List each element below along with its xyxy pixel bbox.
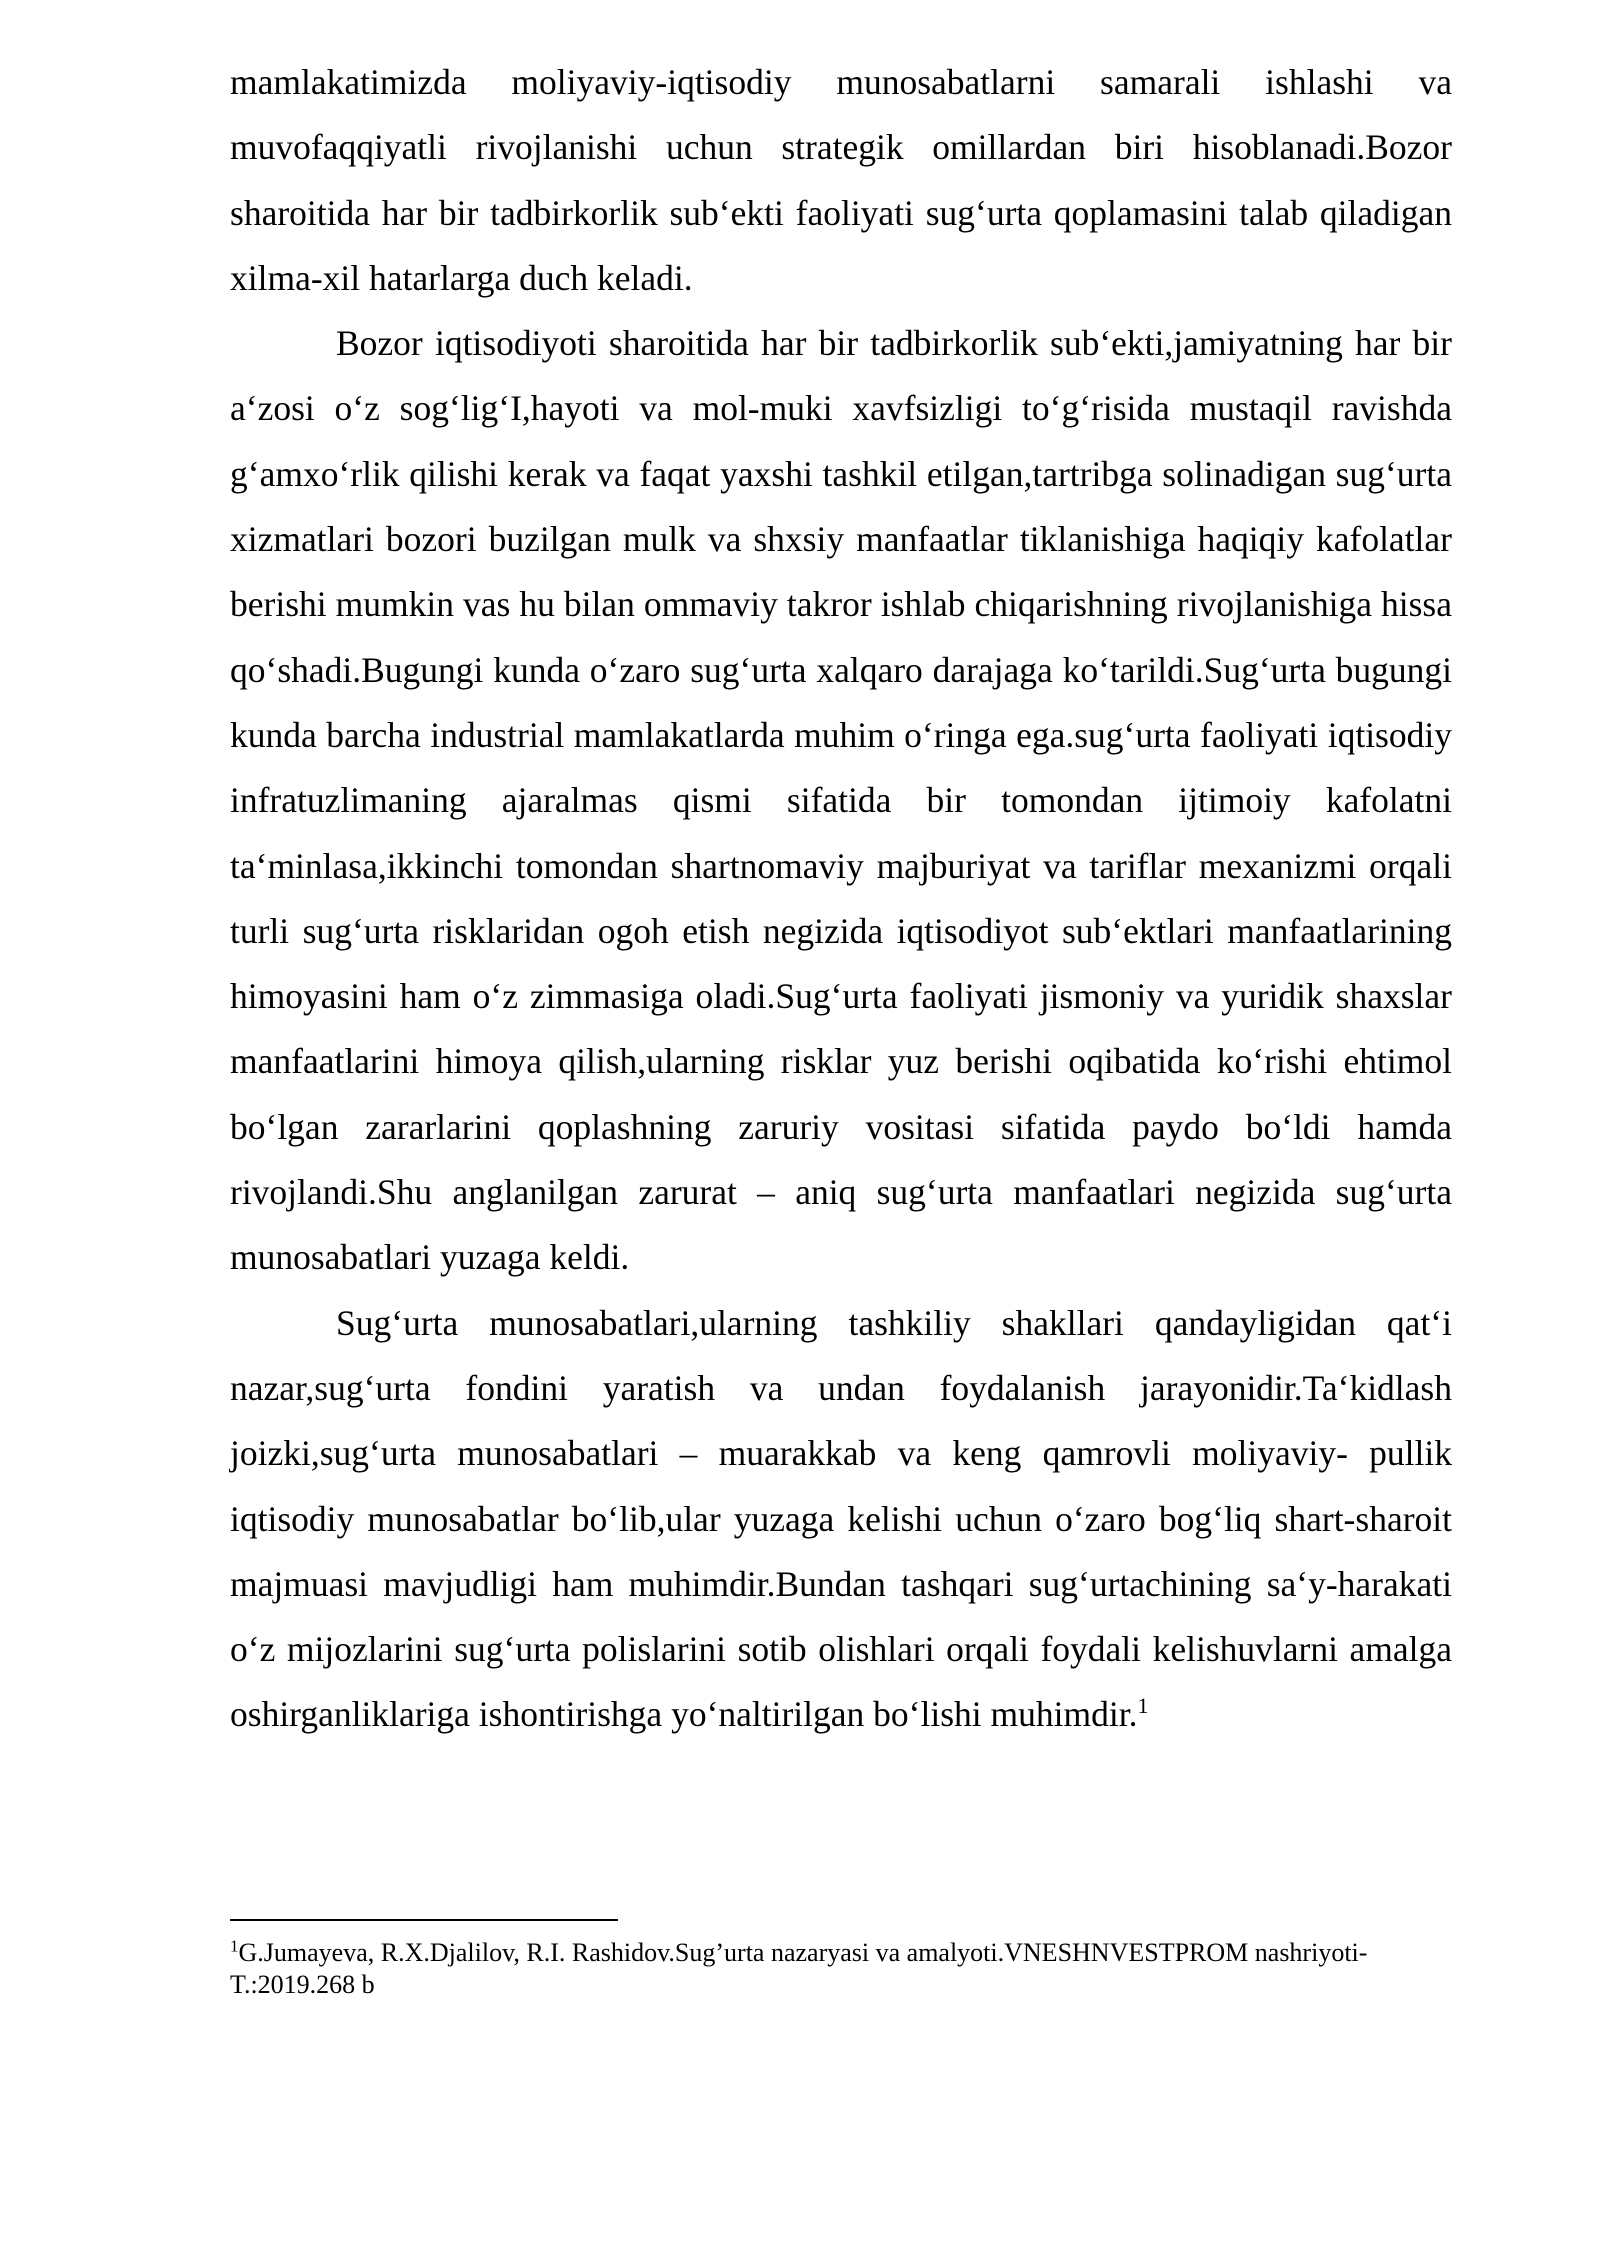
paragraph-1-text: mamlakatimizda moliyaviy-iqtisodiy munosabatlarni samarali ishlashi va muvofaqqiyatli rivojlanishi uchun strategik omillardan biri hisoblanadi.Bozor sharoitida har bir tadbirkorlik sub‘ekti faoliyati sug‘urta qoplamasini talab qiladigan xilma-xil hatarlarga duch keladi. — [230, 62, 1452, 298]
footnote-reference[interactable]: 1 — [1137, 1693, 1149, 1719]
paragraph-2 — [230, 311, 1452, 1290]
footnote-mark: 1 — [230, 1936, 239, 1956]
paragraph-3-text: Sug‘urta munosabatlari,ularning tashkiliy shakllari qandayligidan qat‘i nazar,sug‘urta fondini yaratish va undan foydalanish jarayonidir.Ta‘kidlash joizki,sug‘urta munosabatlari – muarakkab va keng qamrovli moliyaviy- pullik iqtisodiy munosabatlar bo‘lib,ular yuzaga kelishi uchun o‘zaro bog‘liq shart-sharoit majmuasi mavjudligi ham muhimdir.Bundan tashqari sug‘urtachining sa‘y-harakati o‘z mijozlarini sug‘urta polislarini sotib olishlari orqali foydali kelishuvlarni amalga oshirganliklariga ishontirishga yo‘naltirilgan bo‘lishi muhimdir. — [230, 1302, 1452, 1735]
footnote — [230, 1937, 1452, 2001]
footnote-separator — [230, 1919, 618, 1921]
body-text — [230, 50, 1452, 1748]
paragraph-2-text: Bozor iqtisodiyoti sharoitida har bir tadbirkorlik sub‘ekti,jamiyatning har bir a‘zosi o‘z sog‘lig‘I,hayoti va mol-muki xavfsizligi to‘g‘risida mustaqil ravishda g‘amxo‘rlik qilishi kerak va faqat yaxshi tashkil etilgan,tartribga solinadigan sug‘urta xizmatlari bozori buzilgan mulk va shxsiy manfaatlar tiklanishiga haqiqiy kafolatlar berishi mumkin vas hu bilan ommaviy takror ishlab chiqarishning rivojlanishiga hissa qo‘shadi.Bugungi kunda o‘zaro sug‘urta xalqaro darajaga ko‘tarildi.Sug‘urta bugungi kunda barcha industrial mamlakatlarda muhim o‘ringa ega.sug‘urta faoliyati iqtisodiy infratuzlimaning ajaralmas qismi sifatida bir tomondan ijtimoiy kafolatni ta‘minlasa,ikkinchi tomondan shartnomaviy majburiyat va tariflar mexanizmi orqali turli sug‘urta risklaridan ogoh etish negizida iqtisodiyot sub‘ektlari manfaatlarining himoyasini ham o‘z zimmasiga oladi.Sug‘urta faoliyati jismoniy va yuridik shaxslar manfaatlarini himoya qilish,ularning risklar yuz berishi oqibatida ko‘rishi ehtimol bo‘lgan zararlarini qoplashning zaruriy vositasi sifatida paydo bo‘ldi hamda rivojlandi.Shu anglanilgan zarurat – aniq sug‘urta manfaatlari negizida sug‘urta munosabatlari yuzaga keldi. — [230, 323, 1452, 1278]
footnote-text: G.Jumayeva, R.X.Djalilov, R.I. Rashidov.Sug’urta nazaryasi va amalyoti.VNESHNVESTPROM nashriyoti-T.:2019.268 b — [230, 1938, 1368, 1999]
paragraph-1 — [230, 50, 1452, 311]
paragraph-3 — [230, 1291, 1452, 1748]
